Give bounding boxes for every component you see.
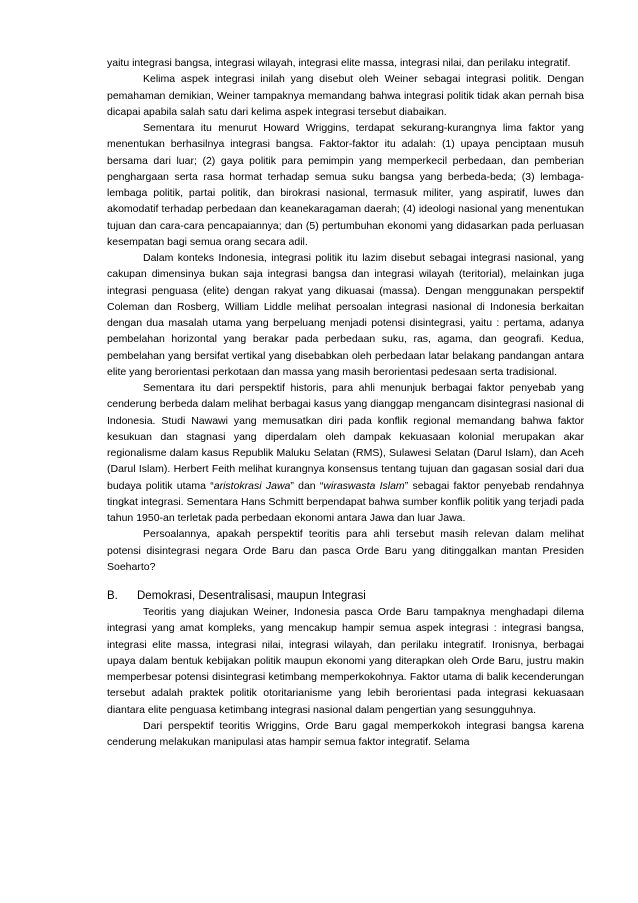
paragraph-wriggins-factors: Sementara itu menurut Howard Wriggins, terdapat sekurang-kurangnya lima faktor yang menentukan berhasilnya integrasi bangsa. Faktor-faktor itu adalah: (1) upaya penciptaan musuh bersama dari luar; (2) gaya politik para pemimpin yang memperkecil perbedaan, dan pemberian penghargaan serta rasa hormat terhadap semua suku bangsa yang berbeda-beda; (3) lembaga-lembaga politik, partai politik, dan birokrasi nasional, termasuk militer, yang aspiratif, luwes dan akomodatif terhadap perbedaan dan keanekaragaman daerah; (4) ideologi nasional yang menentukan tujuan dan cara-cara pencapaiannya; dan (5) pertumbuhan ekonomi yang didasarkan pada perluasan kesempatan bagi semua orang secara adil.	[107, 122, 584, 248]
italic-term-wiraswasta: wiraswasta Islam	[323, 479, 405, 492]
historical-text-mid: ” dan “	[290, 479, 324, 492]
historical-text-start: Sementara itu dari perspektif historis, para ahli menunjuk berbagai faktor penyebab yang cenderung berbeda dalam melihat berbagai kasus yang dianggap mengancam disintegrasi nasional di Indonesia. Studi Nawawi yang memusatkan diri pada konflik regional memandang bahwa faktor kesukuan dan stagnasi yang diperdalam oleh dampak kekuasaan kolonial merupakan akar regionalisme dalam kasus Republik Maluku Selatan (RMS), Sulawesi Selatan (Darul Islam), dan Aceh (Darul Islam). Herbert Feith melihat kurangnya konsensus tentang tujuan dan gagasan sosial dari dua budaya politik utama “	[107, 382, 584, 492]
historical-text-end: ” sebagai faktor penyebab rendahnya tingkat integrasi. Sementara Hans Schmitt berpendapat bahwa sumber konflik politik yang terjadi pada tahun 1950-an terletak pada perbedaan ekonomi antara Jawa dan luar Jawa.	[107, 479, 584, 524]
paragraph-weiner-summary: Kelima aspek integrasi inilah yang disebut oleh Weiner sebagai integrasi politik. Dengan pemahaman demikian, Weiner tampaknya memandang bahwa integrasi politik tidak akan pernah bisa dicapai apabila salah satu dari kelima aspek integrasi tersebut diabaikan.	[107, 73, 584, 118]
section-heading	[107, 588, 584, 604]
page-body	[107, 55, 584, 750]
italic-term-aristokrasi: aristokrasi Jawa	[213, 479, 291, 492]
paragraph-wriggins-orde-baru: Dari perspektif teoritis Wriggins, Orde Baru gagal memperkokoh integrasi bangsa karena cenderung melakukan manipulasi atas hampir semua faktor integratif. Selama	[107, 719, 584, 748]
paragraph-continuation: yaitu integrasi bangsa, integrasi wilayah, integrasi elite massa, integrasi nilai, dan perilaku integratif.	[107, 57, 571, 69]
paragraph-question: Persoalannya, apakah perspektif teoritis para ahli tersebut masih relevan dalam melihat potensi disintegrasi negara Orde Baru dan pasca Orde Baru yang ditinggalkan mantan Presiden Soeharto?	[107, 528, 584, 573]
paragraph-indonesia-context: Dalam konteks Indonesia, integrasi politik itu lazim disebut sebagai integrasi nasional, yang cakupan dimensinya bukan saja integrasi bangsa dan integrasi wilayah (teritorial), melainkan juga integrasi penguasa (elite) dengan rakyat yang dikuasai (massa). Dengan menggunakan perspektif Coleman dan Rosberg, William Liddle melihat persoalan integrasi nasional di Indonesia berkaitan dengan dua masalah utama yang berpeluang menjadi potensi disintegrasi, yaitu : pertama, adanya pembelahan horizontal yang berakar pada perbedaan suku, ras, agama, dan geografi. Kedua, pembelahan yang bersifat vertikal yang disebabkan oleh perbedaan latar belakang pandangan antara elite yang berorientasi perkotaan dan massa yang masih berorientasi pedesaan serta tradisional.	[107, 252, 584, 378]
section-number: B.	[107, 590, 118, 602]
paragraph-historical-perspective	[107, 380, 584, 526]
paragraph-weiner-dilemma: Teoritis yang diajukan Weiner, Indonesia pasca Orde Baru tampaknya menghadapi dilema integrasi yang amat kompleks, yang mencakup hampir semua aspek integrasi : integrasi bangsa, integrasi elite massa, integrasi nilai, integrasi wilayah, dan perilaku integratif. Ironisnya, berbagai upaya dalam bentuk kebijakan politik maupun ekonomi yang diterapkan oleh Orde Baru, justru makin memperbesar potensi disintegrasi ketimbang memperkokohnya. Faktor utama di balik kecenderungan tersebut adalah praktek politik otoritarianisme yang lebih berorientasi pada integrasi kekuasaan diantara elite penguasa ketimbang integrasi nasional dalam pengertian yang sesungguhnya.	[107, 606, 584, 716]
section-title: Demokrasi, Desentralisasi, maupun Integrasi	[137, 590, 366, 602]
